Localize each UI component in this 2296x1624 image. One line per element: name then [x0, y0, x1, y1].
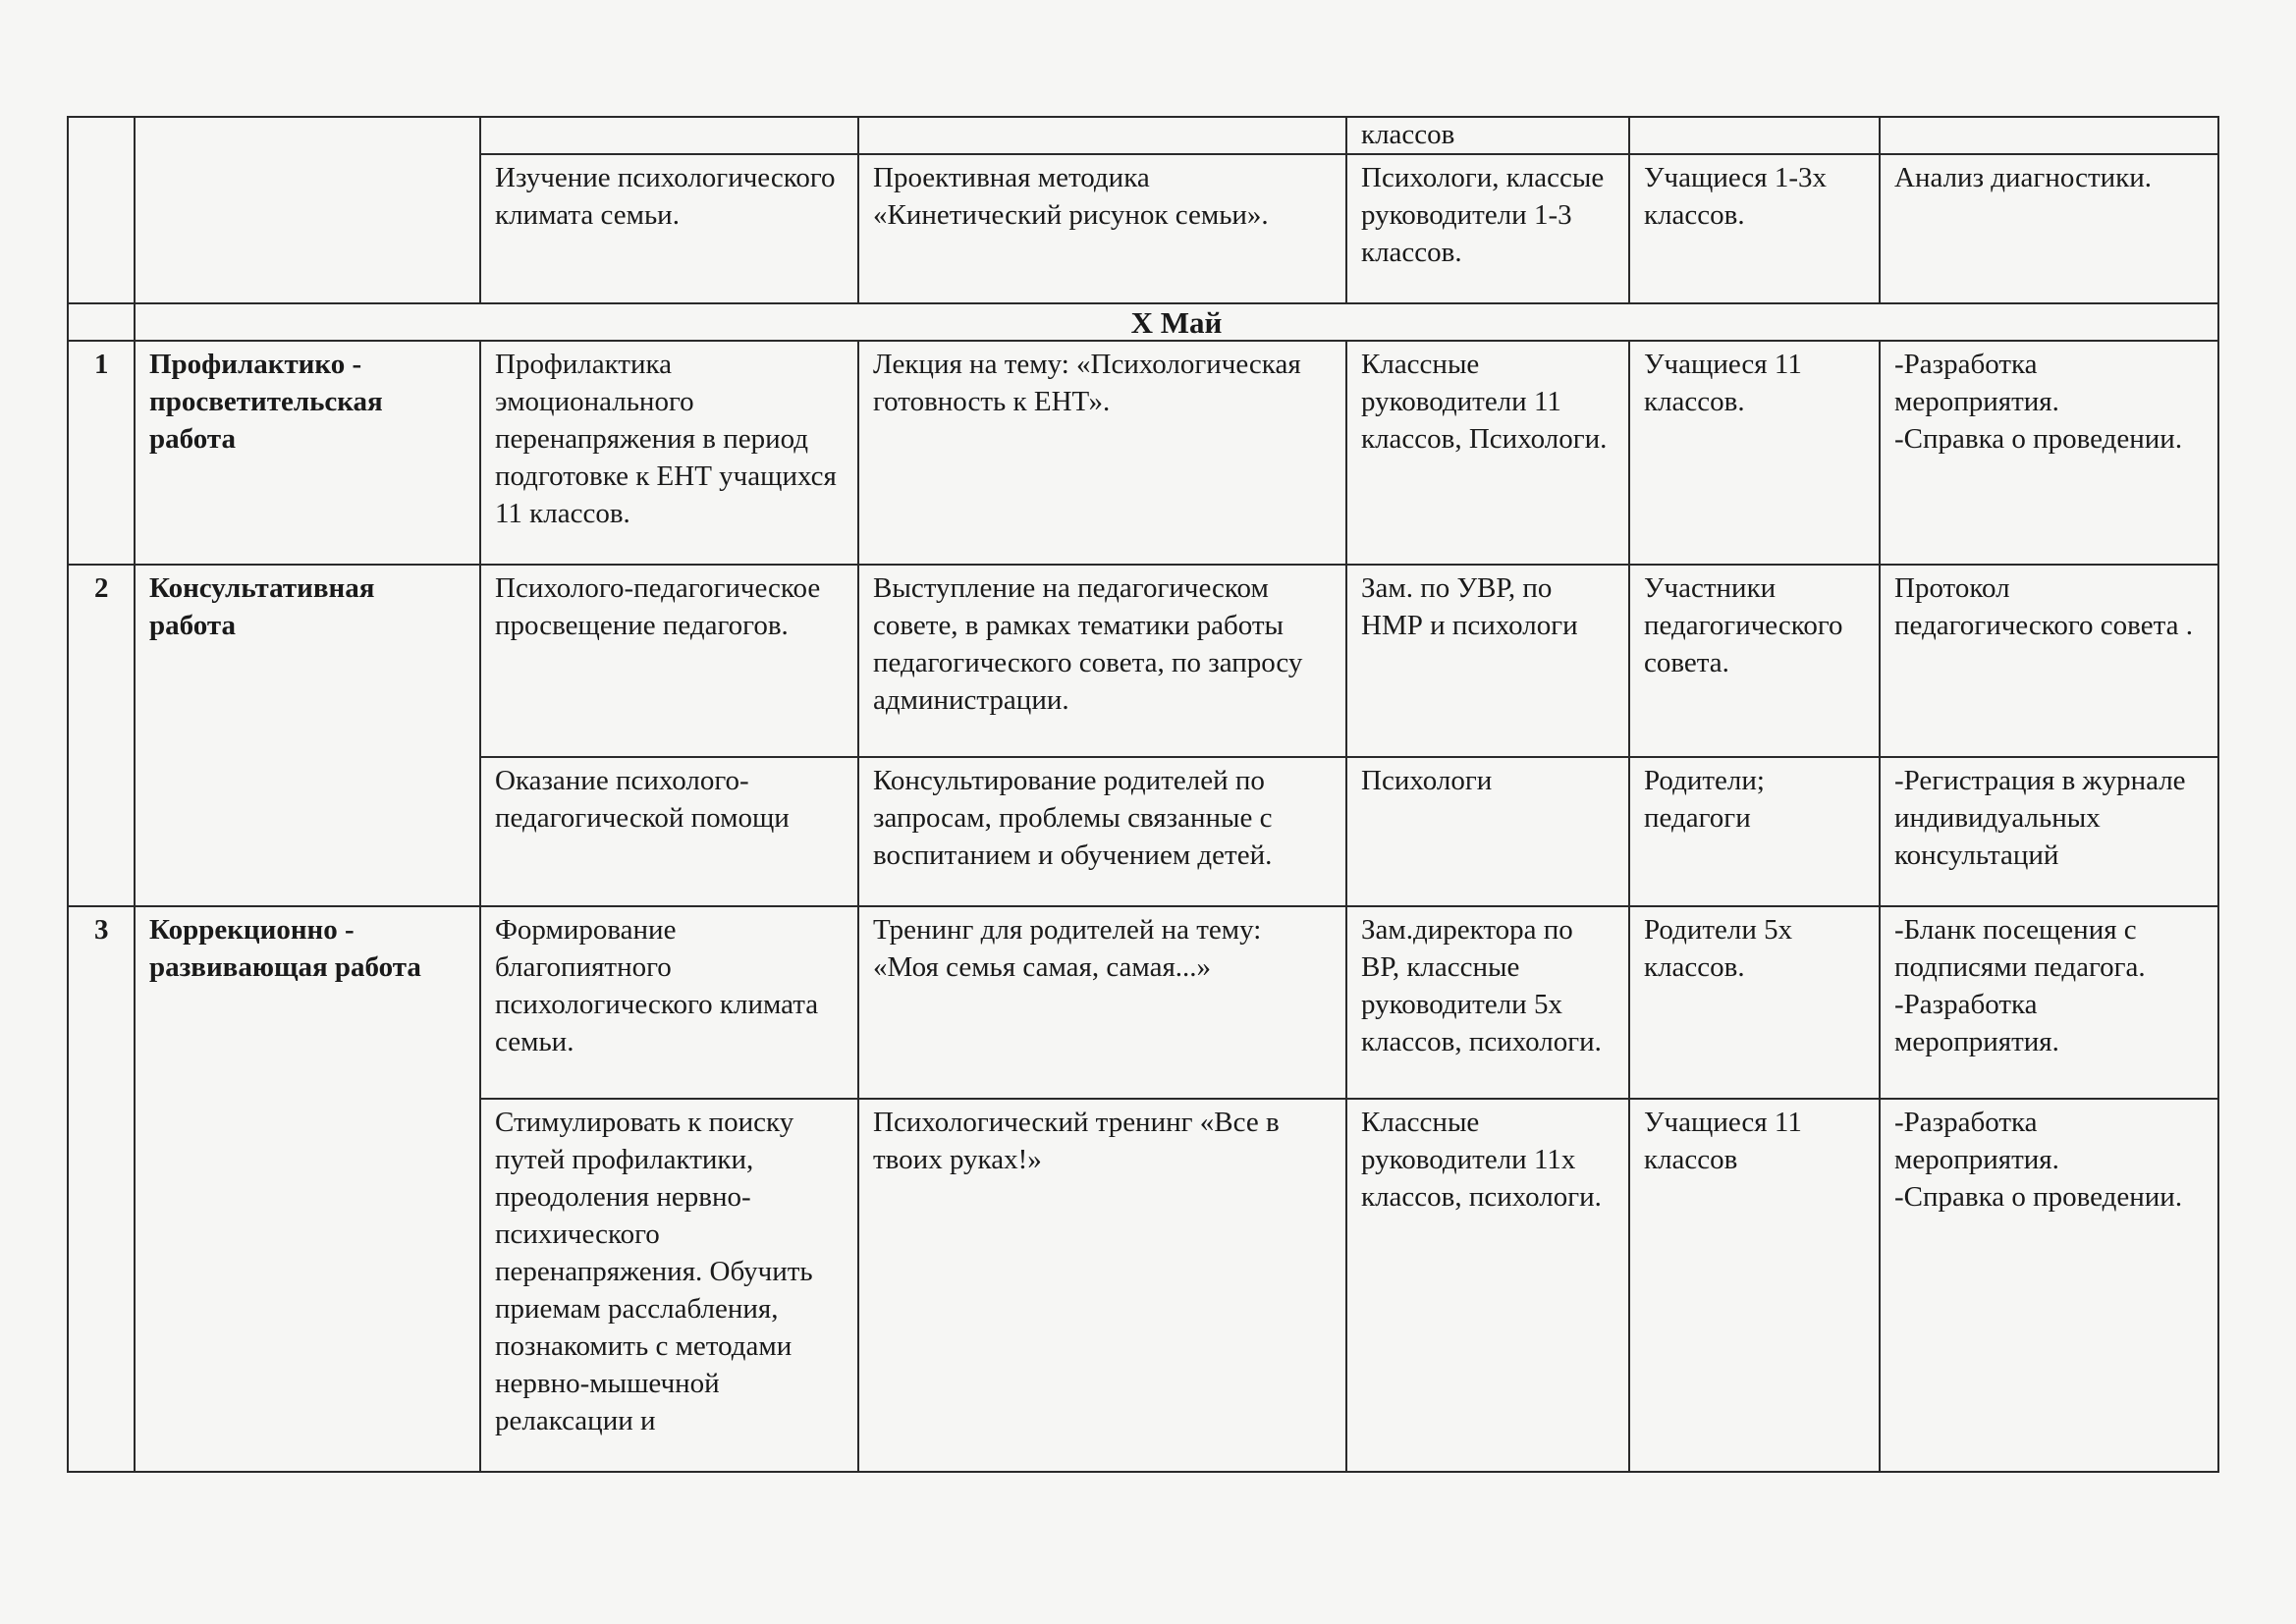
responsible-text: Психологи — [1361, 765, 1493, 796]
section-direction: Профилактико - просветительская работа — [135, 341, 480, 565]
participants-cell — [1629, 117, 1880, 154]
method-cell — [858, 906, 1346, 1099]
participants-text: Учащиеся 11 классов — [1644, 1107, 1810, 1175]
result-cell — [1880, 154, 2218, 303]
method-text: Лекция на тему: «Психологическая готовность к ЕНТ». — [873, 349, 1308, 417]
topic-text: Психолого-педагогическое просвещение педагогов. — [495, 572, 828, 641]
participants-text: Родители 5х классов. — [1644, 914, 1800, 983]
method-cell — [858, 1099, 1346, 1472]
participants-cell — [1629, 154, 1880, 303]
method-cell — [858, 757, 1346, 906]
table-row — [68, 117, 2218, 154]
month-header: Х Май — [135, 303, 2218, 341]
result-cell — [1880, 1099, 2218, 1472]
topic-text: Профилактика эмоционального перенапряжения в период подготовке к ЕНТ учащихся 11 классов. — [495, 349, 845, 529]
responsible-text: Классные руководители 11х классов, психологи. — [1361, 1107, 1602, 1213]
method-cell — [858, 565, 1346, 757]
method-cell — [858, 154, 1346, 303]
participants-text: Участники педагогического совета. — [1644, 572, 1850, 678]
participants-cell — [1629, 906, 1880, 1099]
responsible-text: классов — [1361, 119, 1455, 150]
result-text: -Разработка мероприятия. -Справка о проведении. — [1894, 349, 2183, 455]
responsible-text: Психологи, классые руководители 1-3 классов. — [1361, 162, 1612, 268]
section-number: 1 — [68, 341, 135, 565]
responsible-cell — [1346, 757, 1629, 906]
result-text: -Регистрация в журнале индивидуальных консультаций — [1894, 765, 2193, 871]
topic-cell — [480, 1099, 858, 1472]
method-text: Выступление на педагогическом совете, в рамках тематики работы педагогического совета, по запросу администрации. — [873, 572, 1310, 716]
participants-cell — [1629, 565, 1880, 757]
result-cell — [1880, 906, 2218, 1099]
participants-cell — [1629, 1099, 1880, 1472]
participants-text: Учащиеся 11 классов. — [1644, 349, 1810, 417]
section-number: 2 — [68, 565, 135, 906]
topic-cell — [480, 117, 858, 154]
responsible-cell — [1346, 565, 1629, 757]
responsible-cell — [1346, 117, 1629, 154]
participants-cell — [1629, 757, 1880, 906]
topic-text: Формирование благопиятного психологического климата семьи. — [495, 914, 826, 1057]
method-text: Консультирование родителей по запросам, проблемы связанные с воспитанием и обучением детей. — [873, 765, 1280, 871]
participants-text: Учащиеся 1-3х классов. — [1644, 162, 1834, 231]
topic-text: Оказание психолого-педагогической помощи — [495, 765, 790, 834]
topic-text: Изучение психологического климата семьи. — [495, 162, 843, 231]
responsible-text: Классные руководители 11 классов, Психологи. — [1361, 349, 1608, 455]
direction-cell — [135, 117, 480, 303]
participants-cell — [1629, 341, 1880, 565]
responsible-cell — [1346, 906, 1629, 1099]
month-spacer-cell — [68, 303, 135, 341]
table-row — [68, 565, 2218, 757]
topic-cell — [480, 565, 858, 757]
responsible-cell — [1346, 1099, 1629, 1472]
method-text: Психологический тренинг «Все в твоих руках!» — [873, 1107, 1286, 1175]
topic-cell — [480, 906, 858, 1099]
result-text: Протокол педагогического совета . — [1894, 572, 2193, 641]
responsible-cell — [1346, 341, 1629, 565]
result-cell — [1880, 117, 2218, 154]
section-number: 3 — [68, 906, 135, 1472]
topic-cell — [480, 341, 858, 565]
method-text: Проективная методика «Кинетический рисунок семьи». — [873, 162, 1269, 231]
responsible-text: Зам.директора по ВР, классные руководители 5х классов, психологи. — [1361, 914, 1602, 1057]
topic-cell — [480, 757, 858, 906]
result-cell — [1880, 757, 2218, 906]
num-cell — [68, 117, 135, 303]
month-row — [68, 303, 2218, 341]
table-row — [68, 906, 2218, 1099]
result-text: Анализ диагностики. — [1894, 162, 2152, 193]
result-text: -Бланк посещения с подписями педагога. -Разработка мероприятия. — [1894, 914, 2146, 1057]
result-cell — [1880, 565, 2218, 757]
table-row — [68, 341, 2218, 565]
method-text: Тренинг для родителей на тему: «Моя семья самая, самая...» — [873, 914, 1269, 983]
result-cell — [1880, 341, 2218, 565]
work-plan-table — [67, 116, 2219, 1473]
section-direction: Консультативная работа — [135, 565, 480, 906]
method-cell — [858, 117, 1346, 154]
result-text: -Разработка мероприятия. -Справка о проведении. — [1894, 1107, 2183, 1213]
method-cell — [858, 341, 1346, 565]
section-direction: Коррекционно - развивающая работа — [135, 906, 480, 1472]
participants-text: Родители; педагоги — [1644, 765, 1773, 834]
responsible-text: Зам. по УВР, по НМР и психологи — [1361, 572, 1578, 641]
responsible-cell — [1346, 154, 1629, 303]
topic-cell — [480, 154, 858, 303]
topic-text: Стимулировать к поиску путей профилактики, преодоления нервно-психического перенапряжения. Обучить приемам расслабления, познакомить с методами нервно-мышечной релаксации и — [495, 1107, 820, 1436]
